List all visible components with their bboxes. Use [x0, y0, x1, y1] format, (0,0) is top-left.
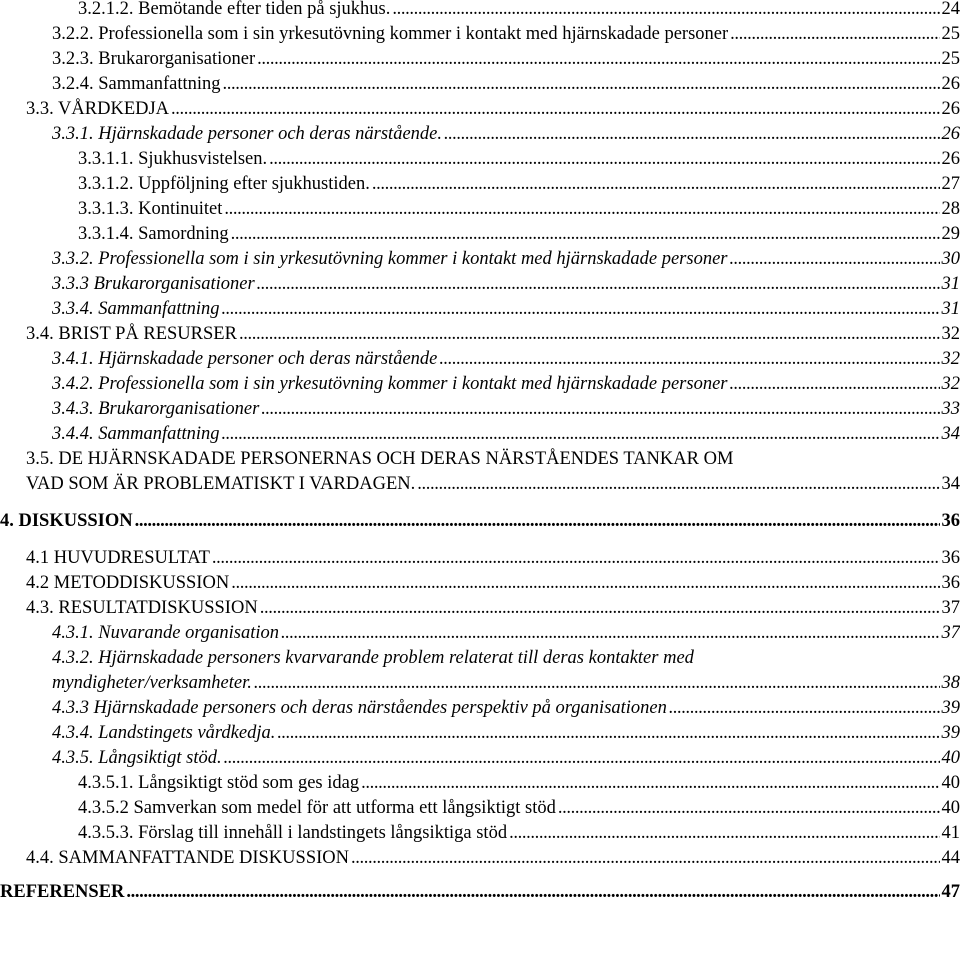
toc-entry-text: 3.3.1.1. Sjukhusvistelsen. — [78, 149, 268, 169]
toc-entry-text: 3.4.3. Brukarorganisationer — [52, 399, 260, 419]
toc-entry-page: 26 — [941, 124, 960, 144]
toc-entry-page: 47 — [941, 882, 960, 902]
toc-entry-text: 4.3.5.2 Samverkan som medel för att utforma ett långsiktigt stöd — [78, 798, 556, 818]
toc-entry-text: 3.4. BRIST PÅ RESURSER — [26, 324, 237, 344]
toc-entry-first-line: 4.3.2. Hjärnskadade personers kvarvarande problem relaterat till deras kontakter med — [52, 648, 694, 668]
toc-entry-page: 26 — [941, 149, 960, 169]
dot-leader — [351, 846, 940, 871]
dot-leader — [239, 322, 940, 347]
toc-entry-text: 3.3.1.2. Uppföljning efter sjukhustiden. — [78, 174, 370, 194]
toc-entry[interactable] — [0, 880, 960, 905]
dot-leader — [260, 596, 940, 621]
dot-leader — [254, 671, 940, 696]
toc-entry-page: 28 — [941, 199, 960, 219]
toc-entry[interactable] — [26, 472, 960, 497]
dot-leader — [269, 147, 939, 172]
toc-entry[interactable] — [52, 122, 960, 147]
dot-leader — [392, 0, 939, 22]
toc-entry[interactable] — [78, 771, 960, 796]
dot-leader — [439, 347, 939, 372]
toc-entry-text: VAD SOM ÄR PROBLEMATISKT I VARDAGEN. — [26, 474, 416, 494]
toc-entry-text: 3.3.1. Hjärnskadade personer och deras närstående. — [52, 124, 442, 144]
toc-entry[interactable] — [52, 422, 960, 447]
dot-leader — [509, 821, 939, 846]
toc-entry[interactable] — [52, 72, 960, 97]
toc-entry-text: 4.1 HUVUDRESULTAT — [26, 548, 210, 568]
toc-entry-page: 31 — [941, 274, 960, 294]
toc-entry[interactable] — [52, 47, 960, 72]
toc-entry-text: 4.3.1. Nuvarande organisation — [52, 623, 279, 643]
toc-entry-page: 31 — [941, 299, 960, 319]
toc-entry-text: 4.3.3 Hjärnskadade personers och deras närståendes perspektiv på organisationen — [52, 698, 667, 718]
toc-entry[interactable] — [78, 0, 960, 22]
toc-entry-text: 3.4.2. Professionella som i sin yrkesutövning kommer i kontakt med hjärnskadade personer — [52, 374, 728, 394]
toc-entry-page: 33 — [941, 399, 960, 419]
toc-entry[interactable] — [52, 621, 960, 646]
dot-leader — [669, 696, 940, 721]
toc-entry-page: 40 — [941, 798, 960, 818]
toc-entry-text: 3.3.2. Professionella som i sin yrkesutövning kommer i kontakt med hjärnskadade personer — [52, 249, 728, 269]
toc-entry-page: 37 — [941, 623, 960, 643]
toc-entry-page: 25 — [941, 49, 960, 69]
dot-leader — [257, 272, 940, 297]
toc-entry-page: 40 — [941, 773, 960, 793]
toc-entry[interactable] — [52, 22, 960, 47]
toc-entry-page: 36 — [941, 511, 960, 531]
dot-leader — [257, 47, 939, 72]
toc-entry-page: 25 — [941, 24, 960, 44]
toc-entry[interactable] — [78, 172, 960, 197]
dot-leader — [231, 571, 939, 596]
toc-entry-text: 3.3.1.3. Kontinuitet — [78, 199, 223, 219]
toc-entry-page: 32 — [941, 349, 960, 369]
toc-entry-page: 32 — [941, 374, 960, 394]
toc-entry-page: 38 — [941, 673, 960, 693]
toc-entry[interactable] — [78, 147, 960, 172]
toc-entry-page: 37 — [941, 598, 960, 618]
dot-leader — [261, 397, 939, 422]
toc-entry[interactable] — [52, 397, 960, 422]
toc-entry[interactable] — [0, 509, 960, 534]
toc-entry[interactable] — [78, 796, 960, 821]
dot-leader — [417, 472, 939, 497]
dot-leader — [361, 771, 939, 796]
toc-entry-page: 39 — [941, 723, 960, 743]
toc-entry-page: 24 — [941, 0, 960, 19]
toc-entry-text: myndigheter/verksamheter. — [52, 673, 252, 693]
toc-entry[interactable] — [78, 222, 960, 247]
toc-entry-text: 3.2.1.2. Bemötande efter tiden på sjukhus. — [78, 0, 391, 19]
toc-entry-page: 41 — [941, 823, 960, 843]
toc-entry[interactable] — [52, 696, 960, 721]
toc-entry[interactable] — [52, 746, 960, 771]
toc-entry-page: 36 — [941, 548, 960, 568]
dot-leader — [730, 247, 940, 272]
toc-entry-text: 4.3.5.3. Förslag till innehåll i landstingets långsiktiga stöd — [78, 823, 508, 843]
toc-entry[interactable] — [26, 846, 960, 871]
toc-entry-text: 4.4. SAMMANFATTANDE DISKUSSION — [26, 848, 349, 868]
dot-leader — [231, 222, 940, 247]
dot-leader — [224, 746, 940, 771]
toc-entry[interactable] — [52, 247, 960, 272]
toc-entry[interactable] — [52, 272, 960, 297]
toc-entry-text: 3.3. VÅRDKEDJA — [26, 99, 170, 119]
toc-entry-page: 39 — [941, 698, 960, 718]
dot-leader — [730, 372, 940, 397]
toc-entry-text: 3.2.4. Sammanfattning — [52, 74, 221, 94]
toc-entry[interactable] — [52, 671, 960, 696]
toc-entry-first-line: 3.5. DE HJÄRNSKADADE PERSONERNAS OCH DERAS NÄRSTÅENDES TANKAR OM — [26, 449, 734, 469]
toc-entry-page: 30 — [941, 249, 960, 269]
toc-entry-text: 4.3.4. Landstingets vårdkedja. — [52, 723, 276, 743]
toc-entry-page: 29 — [941, 224, 960, 244]
toc-entry[interactable] — [78, 197, 960, 222]
toc-entry[interactable] — [26, 97, 960, 122]
dot-leader — [212, 546, 940, 571]
toc-entry[interactable] — [52, 347, 960, 372]
toc-entry[interactable] — [52, 721, 960, 746]
dot-leader — [135, 509, 940, 534]
toc-entry[interactable] — [26, 596, 960, 621]
toc-entry-page: 26 — [941, 99, 960, 119]
toc-entry-text: 3.4.1. Hjärnskadade personer och deras närstående — [52, 349, 438, 369]
dot-leader — [223, 72, 940, 97]
dot-leader — [730, 22, 939, 47]
toc-entry-text: 3.2.3. Brukarorganisationer — [52, 49, 256, 69]
toc-entry-page: 34 — [941, 474, 960, 494]
toc-entry-text: REFERENSER — [0, 882, 125, 902]
toc-entry-page: 36 — [941, 573, 960, 593]
toc-entry[interactable] — [26, 546, 960, 571]
dot-leader — [126, 880, 939, 905]
toc-entry-text: 3.4.4. Sammanfattning — [52, 424, 220, 444]
toc-entry-page: 40 — [941, 748, 960, 768]
dot-leader — [281, 621, 940, 646]
dot-leader — [558, 796, 940, 821]
toc-entry-text: 4.3. RESULTATDISKUSSION — [26, 598, 258, 618]
toc-entry-page: 44 — [941, 848, 960, 868]
toc-entry-page: 34 — [941, 424, 960, 444]
dot-leader — [224, 197, 939, 222]
dot-leader — [222, 422, 940, 447]
toc-entry[interactable] — [52, 372, 960, 397]
toc-entry[interactable] — [52, 297, 960, 322]
toc-entry[interactable] — [26, 322, 960, 347]
dot-leader — [171, 97, 939, 122]
toc-entry-text: 3.3.4. Sammanfattning — [52, 299, 220, 319]
toc-entry-text: 4.2 METODDISKUSSION — [26, 573, 230, 593]
dot-leader — [372, 172, 940, 197]
toc-entry-text: 3.3.1.4. Samordning — [78, 224, 229, 244]
toc-entry[interactable] — [26, 571, 960, 596]
dot-leader — [222, 297, 940, 322]
toc-entry-page: 32 — [941, 324, 960, 344]
toc-entry-text: 3.3.3 Brukarorganisationer — [52, 274, 255, 294]
dot-leader — [444, 122, 940, 147]
toc-entry-page: 27 — [941, 174, 960, 194]
toc-entry-text: 4.3.5. Långsiktigt stöd. — [52, 748, 222, 768]
toc-entry-text: 4. DISKUSSION — [0, 511, 133, 531]
toc-entry[interactable] — [78, 821, 960, 846]
toc-entry-text: 3.2.2. Professionella som i sin yrkesutövning kommer i kontakt med hjärnskadade personer — [52, 24, 729, 44]
toc-entry-text: 4.3.5.1. Långsiktigt stöd som ges idag — [78, 773, 360, 793]
toc-entry-page: 26 — [941, 74, 960, 94]
dot-leader — [277, 721, 939, 746]
